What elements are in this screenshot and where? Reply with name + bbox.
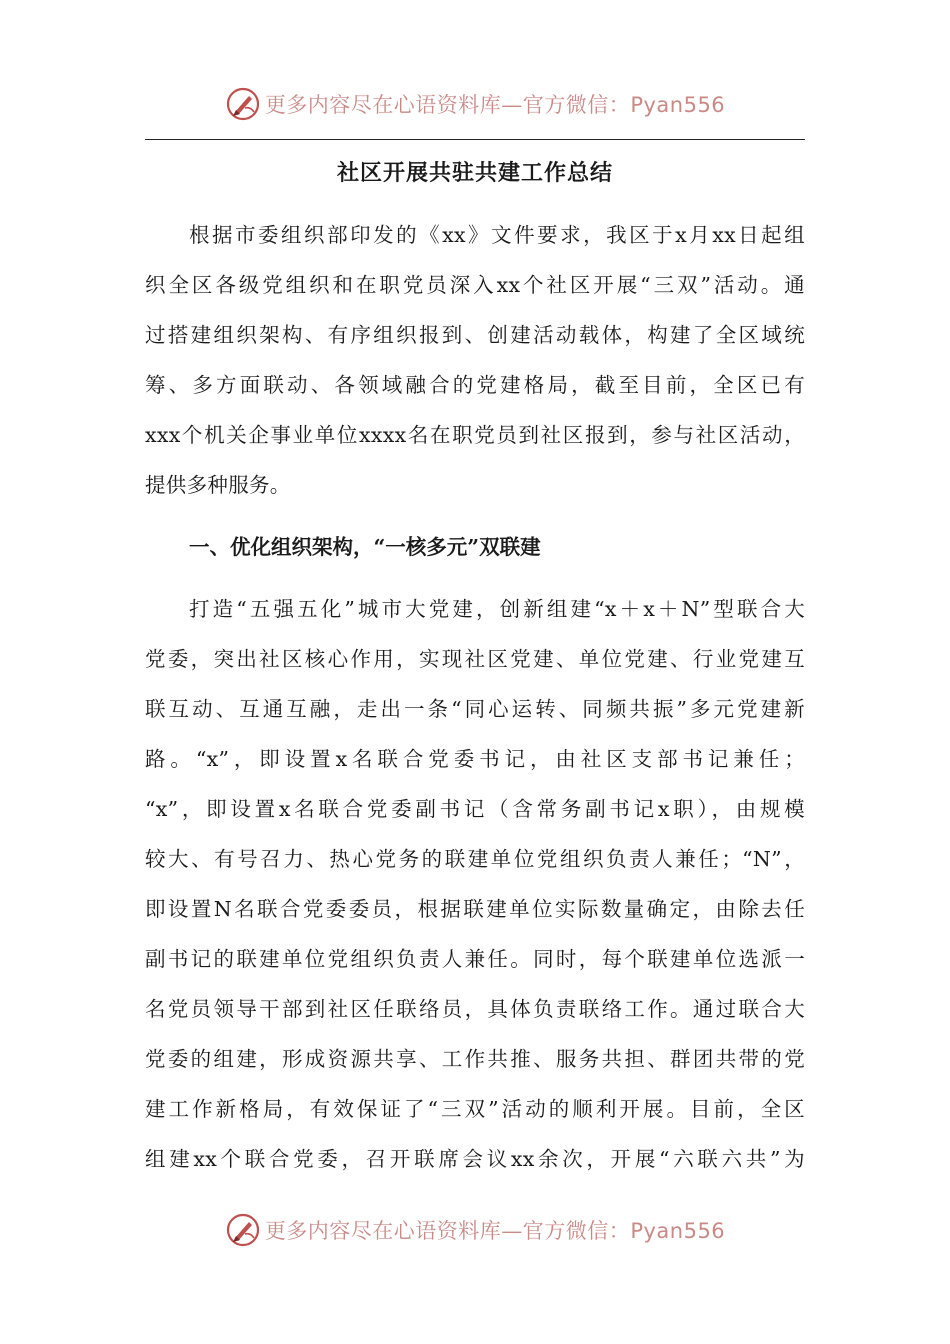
- paragraph-line: 较大、有号召力、热心党务的联建单位党组织负责人兼任；“N”，: [145, 847, 805, 871]
- paragraph-line: 联互动、互通互融，走出一条“同心运转、同频共振”多元党建新: [145, 697, 805, 721]
- paragraph-line: 路。“x”，即设置x名联合党委书记，由社区支部书记兼任；: [145, 747, 805, 771]
- paragraph-line: 名党员领导干部到社区任联络员，具体负责联络工作。通过联合大: [145, 997, 805, 1021]
- header-rule: [145, 139, 805, 140]
- paragraph-line: 提供多种服务。: [145, 473, 291, 497]
- watermark-banner-top: [0, 80, 950, 128]
- paragraph-line: 党委，突出社区核心作用，实现社区党建、单位党建、行业党建互: [145, 647, 805, 671]
- paragraph-line: “x”，即设置x名联合党委副书记（含常务副书记x职），由规模: [145, 797, 805, 821]
- pen-logo-icon: [225, 86, 261, 122]
- section-heading: 一、优化组织架构，“一核多元”双联建: [189, 535, 541, 559]
- paragraph-line: 筹、多方面联动、各领域融合的党建格局，截至目前，全区已有: [145, 373, 805, 397]
- paragraph-line: 党委的组建，形成资源共享、工作共推、服务共担、群团共带的党: [145, 1047, 805, 1071]
- pen-logo-icon: [225, 1212, 261, 1248]
- section1-paragraph: [145, 584, 805, 1184]
- paragraph-line: 副书记的联建单位党组织负责人兼任。同时，每个联建单位选派一: [145, 947, 805, 971]
- paragraph-line: 过搭建组织架构、有序组织报到、创建活动载体，构建了全区域统: [145, 323, 805, 347]
- watermark-text: 更多内容尽在心语资料库—官方微信：Pyan556: [264, 1219, 726, 1243]
- document-title: 社区开展共驻共建工作总结: [336, 160, 613, 186]
- paragraph-line: xxx个机关企事业单位xxxx名在职党员到社区报到，参与社区活动，: [145, 423, 805, 447]
- document-body: [145, 210, 805, 1184]
- paragraph-line: 根据市委组织部印发的《xx》文件要求，我区于x月xx日起组: [189, 223, 805, 247]
- intro-paragraph: [145, 210, 805, 510]
- watermark-banner-bottom: [0, 1206, 950, 1254]
- paragraph-line: 织全区各级党组织和在职党员深入xx个社区开展“三双”活动。通: [145, 273, 805, 297]
- watermark-text: 更多内容尽在心语资料库—官方微信：Pyan556: [264, 93, 726, 117]
- paragraph-line: 建工作新格局，有效保证了“三双”活动的顺利开展。目前，全区: [145, 1097, 805, 1121]
- paragraph-line: 打造“五强五化”城市大党建，创新组建“x＋x＋N”型联合大: [189, 597, 805, 621]
- paragraph-line: 组建xx个联合党委，召开联席会议xx余次，开展“六联六共”为: [145, 1147, 805, 1171]
- paragraph-line: 即设置N名联合党委委员，根据联建单位实际数量确定，由除去任: [145, 897, 805, 921]
